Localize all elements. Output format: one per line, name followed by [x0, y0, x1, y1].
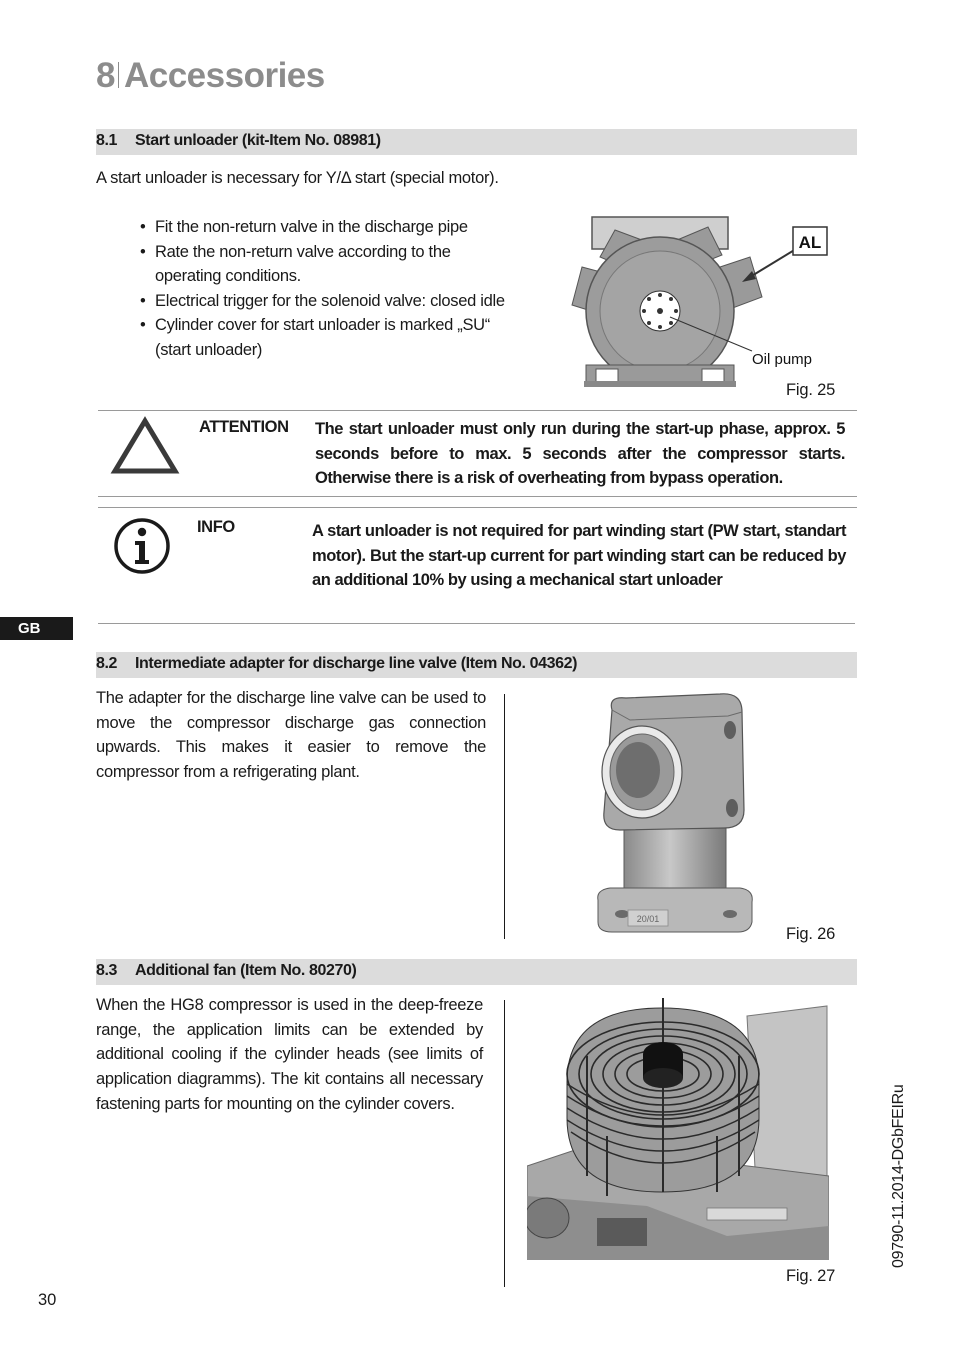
- section-8-2-title: Intermediate adapter for discharge line valve (Item No. 04362): [135, 655, 578, 672]
- section-8-3-header: [96, 959, 857, 985]
- section-8-1-title: Start unloader (kit-Item No. 08981): [135, 132, 381, 149]
- list-item: • Fit the non-return valve in the discharge pipe: [140, 218, 468, 236]
- oil-pump-label: Oil pump: [752, 351, 813, 368]
- adapter-stamp: 20/01: [636, 914, 660, 924]
- section-8-3-text: When the HG8 compressor is used in the deep-freeze range, the application limits can be extended by additional cooling if the cylinder heads (see limits of application diagramms). The kit contains all necessary fastening parts for mounting on the cylinder covers.: [96, 996, 483, 1113]
- section-8-2-header: [96, 652, 857, 678]
- language-tab: [0, 617, 73, 640]
- column-divider: [504, 1000, 505, 1287]
- info-text: A start unloader is not required for part winding start (PW start, standart motor). But the start-up current for part winding start can be reduced by an additional 10% by using a mechanical start unloader: [312, 522, 846, 589]
- section-8-3-title: Additional fan (Item No. 80270): [135, 962, 357, 979]
- info-label: INFO: [197, 518, 235, 536]
- section-8-3-number: 8.3: [96, 962, 118, 979]
- compressor-end-view-figure: [560, 205, 850, 395]
- al-label: AL: [798, 233, 822, 252]
- warning-triangle-icon: [110, 415, 180, 475]
- page-number: 30: [38, 1291, 57, 1309]
- figure-caption: Fig. 25: [786, 381, 836, 399]
- section-8-1-intro: A start unloader is necessary for Y/Δ start (special motor).: [96, 169, 499, 187]
- section-8-2-number: 8.2: [96, 655, 118, 672]
- document-id: 09790-11.2014-DGbFEIRu: [890, 1084, 907, 1268]
- section-8-1-number: 8.1: [96, 132, 118, 149]
- column-divider: [504, 694, 505, 939]
- figure-caption: Fig. 26: [786, 925, 836, 943]
- chapter-heading: [96, 56, 325, 96]
- attention-top-rule: [98, 410, 857, 411]
- attention-label: ATTENTION: [199, 418, 289, 436]
- list-item: • Cylinder cover for start unloader is marked „SU“ (start unloader): [140, 316, 490, 359]
- adapter-figure: [590, 690, 760, 946]
- bullet-text: Rate the non-return valve according to the operating conditions.: [155, 242, 451, 285]
- bullet-text: Cylinder cover for start unloader is marked „SU“ (start unloader): [155, 316, 490, 359]
- section-8-1-header: [96, 129, 857, 155]
- chapter-number: 8: [96, 56, 115, 95]
- list-item: • Electrical trigger for the solenoid valve: closed idle: [140, 291, 505, 310]
- attention-text: The start unloader must only run during the start-up phase, approx. 5 seconds before to max. 5 seconds after the compressor starts. Otherwise there is a risk of overheating from bypass operation.: [315, 420, 845, 487]
- info-top-rule: [98, 507, 857, 508]
- section-8-1-bullet-list: [140, 215, 510, 362]
- info-icon: [112, 516, 172, 576]
- attention-bottom-rule: [98, 496, 857, 497]
- chapter-divider: [118, 62, 119, 88]
- chapter-title: Accessories: [123, 56, 325, 95]
- bullet-text: Electrical trigger for the solenoid valve: closed idle: [155, 291, 505, 310]
- list-item: • Rate the non-return valve according to the operating conditions.: [140, 242, 451, 285]
- figure-caption: Fig. 27: [786, 1267, 836, 1285]
- language-tab-label: GB: [18, 620, 41, 637]
- fan-figure: [527, 996, 829, 1260]
- section-8-2-text: The adapter for the discharge line valve can be used to move the compressor discharge gas connection upwards. This makes it easier to remove the compressor from a refrigerating plant.: [96, 689, 486, 782]
- bullet-text: Fit the non-return valve in the discharge pipe: [155, 218, 468, 236]
- info-bottom-rule: [98, 623, 855, 624]
